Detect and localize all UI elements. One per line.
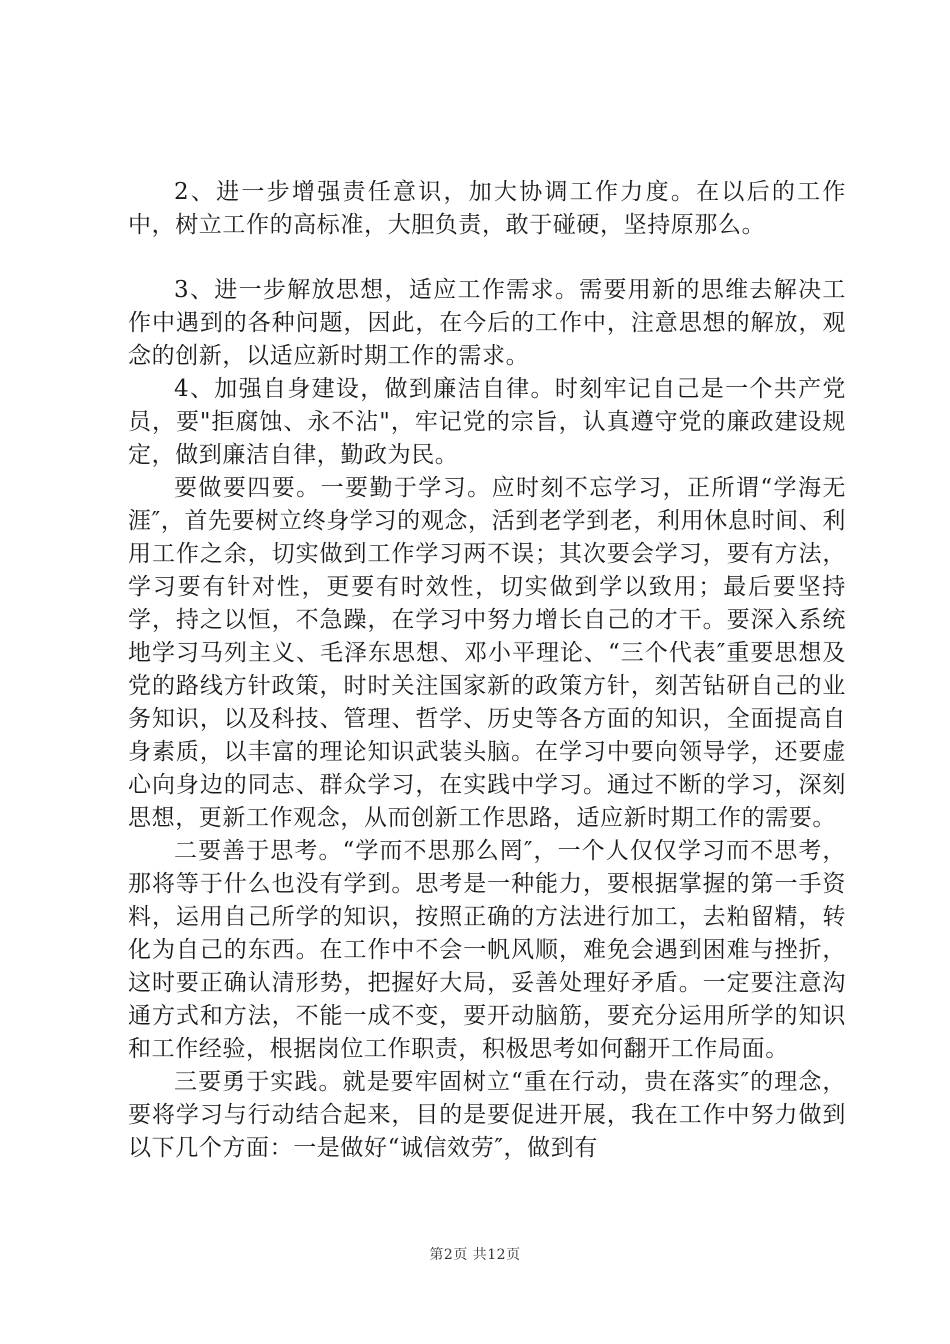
- paragraph-responsibility: 2、进一步增强责任意识，加大协调工作力度。在以后的工作中，树立工作的高标准，大胆负责，敢于碰硬，坚持原那么。: [128, 179, 846, 238]
- paragraph-brave-practice: 三要勇于实践。就是要牢固树立“重在行动，贵在落实″的理念，要将学习与行动结合起来，目的是要促进开展，我在工作中努力做到以下几个方面：一是做好“诚信效劳″，做到有: [128, 1069, 846, 1161]
- paragraph-diligent-study: 要做要四要。一要勤于学习。应时刻不忘学习，正所谓“学海无涯″，首先要树立终身学习的观念，活到老学到老，利用休息时间、利用工作之余，切实做到工作学习两不误；其次要会学习，要有方法，学习要有针对性，更要有时效性，切实做到学以致用；最后要坚持学，持之以恒，不急躁，在学习中努力增长自己的才干。要深入系统地学习马列主义、毛泽东思想、邓小平理论、“三个代表″重要思想及党的路线方针政策，时时关注国家新的政策方针，刻苦钻研自己的业务知识，以及科技、管理、哲学、历史等各方面的知识，全面提高自身素质，以丰富的理论知识武装头脑。在学习中要向领导学，还要虚心向身边的同志、群众学习，在实践中学习。通过不断的学习，深刻思想，更新工作观念，从而创新工作思路，适应新时期工作的需要。: [128, 475, 846, 831]
- paragraph-self-discipline: 4、加强自身建设，做到廉洁自律。时刻牢记自己是一个共产党员，要"拒腐蚀、永不沾"，牢记党的宗旨，认真遵守党的廉政建设规定，做到廉洁自律，勤政为民。: [128, 376, 846, 468]
- paragraph-emancipate-mind: 3、进一步解放思想，适应工作需求。需要用新的思维去解决工作中遇到的各种问题，因此，在今后的工作中，注意思想的解放，观念的创新，以适应新时期工作的需求。: [128, 277, 846, 369]
- page-footer: 第2页 共12页: [429, 1247, 521, 1263]
- document-body: [128, 176, 846, 1165]
- paragraph-good-thinking: 二要善于思考。“学而不思那么罔″，一个人仅仅学习而不思考，那将等于什么也没有学到。思考是一种能力，要根据掌握的第一手资料，运用自己所学的知识，按照正确的方法进行加工，去粕留精，转化为自己的东西。在工作中不会一帆风顺，难免会遇到困难与挫折，这时要正确认清形势，把握好大局，妥善处理好矛盾。一定要注意沟通方式和方法，不能一成不变，要开动脑筋，要充分运用所学的知识和工作经验，根据岗位工作职责，积极思考如何翻开工作局面。: [128, 838, 846, 1062]
